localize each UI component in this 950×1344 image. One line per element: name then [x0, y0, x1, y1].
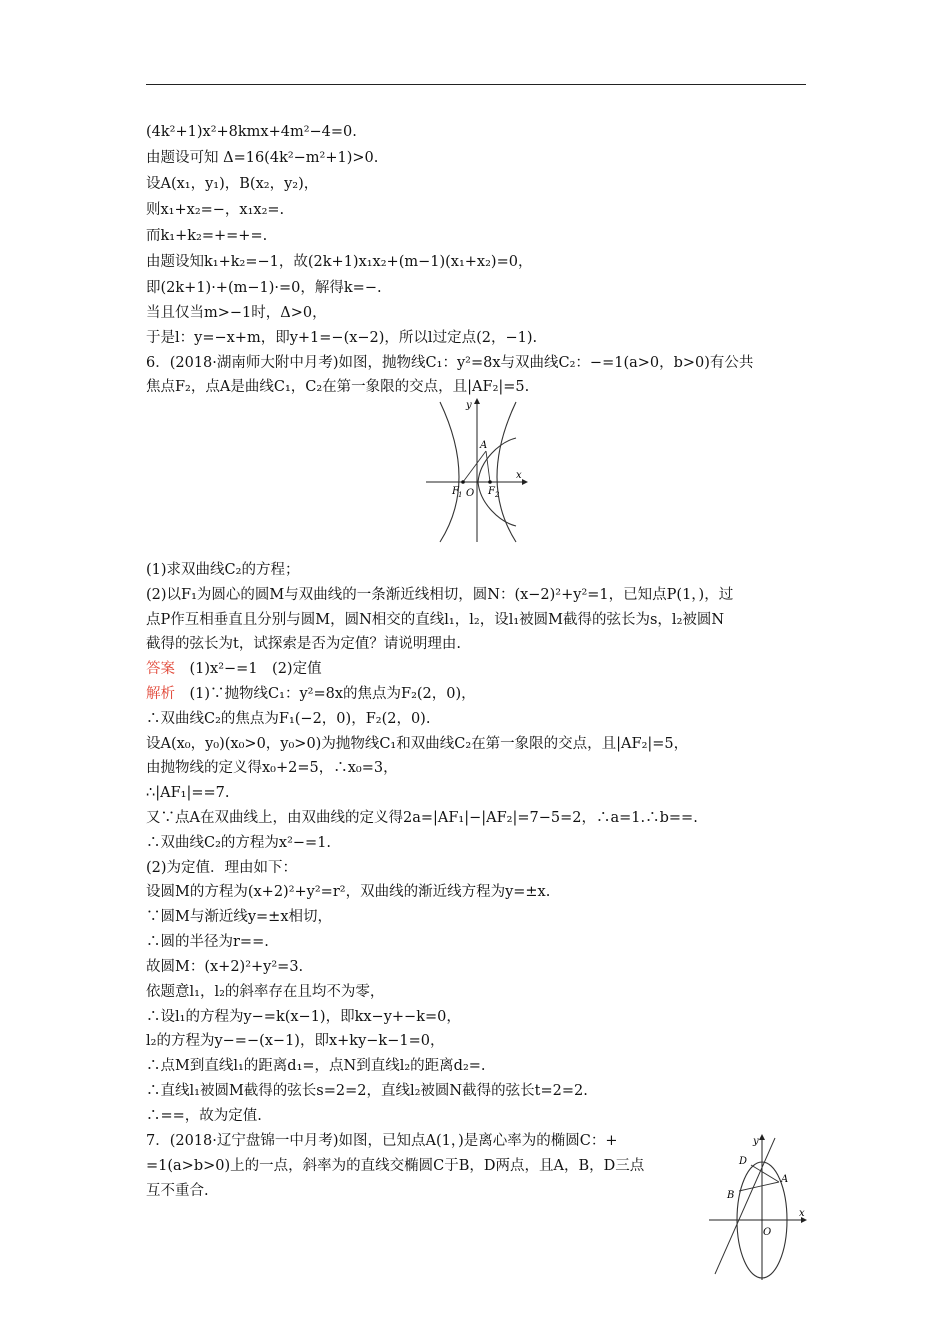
label-f1-sub: 1 [458, 491, 463, 499]
analysis-line: ∴圆的半径为r==. [146, 934, 269, 950]
label-a: A [781, 1174, 789, 1185]
label-o: O [466, 488, 475, 499]
y-axis-arrow [474, 398, 480, 404]
header-rule [146, 84, 806, 85]
analysis-line [146, 684, 476, 704]
analysis-line: ∵圆M与渐近线y=±x相切， [146, 909, 333, 925]
answer-text: (1)x²−=1 (2)定值 [175, 661, 322, 677]
question-part-2: (2)以F₁为圆心的圆M与双曲线的一条渐近线相切，圆N：(x−2)²+y²=1，已知点P(1，)，过 [146, 587, 734, 603]
answer-line [146, 659, 322, 679]
segment-da [751, 1165, 779, 1182]
text-line: (4k²+1)x²+8kmx+4m²−4=0. [146, 124, 357, 140]
question-part-2: 截得的弦长为t，试探索是否为定值？请说明理由. [146, 636, 461, 652]
analysis-line: 故圆M：(x+2)²+y²=3. [146, 959, 304, 975]
label-b: B [727, 1190, 735, 1201]
point-f2 [488, 480, 492, 484]
analysis-line: ∴双曲线C₂的焦点为F₁(−2，0)，F₂(2，0). [146, 711, 431, 727]
y-axis-arrow [759, 1134, 765, 1140]
label-f1: F [452, 486, 459, 497]
hyperbola-left-branch [440, 402, 459, 542]
question-6-text: 6．(2018·湖南师大附中月考)如图，抛物线C₁：y²=8x与双曲线C₂：−=1(a>0，b>0)有公共 [146, 355, 754, 371]
label-o: O [763, 1227, 772, 1238]
question-6-text: 焦点F₂，点A是曲线C₁，C₂在第一象限的交点，且|AF₂|=5. [146, 379, 530, 395]
label-x: x [516, 470, 522, 481]
hyperbola-right-branch [497, 402, 516, 542]
analysis-line: ∴设l₁的方程为y−=k(x−1)，即kx−y+−k=0， [146, 1009, 461, 1025]
text-line: 而k₁+k₂=+=+=. [146, 228, 268, 244]
text-line: 由题设可知 Δ=16(4k²−m²+1)>0. [146, 150, 379, 166]
label-f2: F [488, 486, 495, 497]
analysis-line: 依题意l₁，l₂的斜率存在且均不为零， [146, 984, 385, 1000]
point-f1 [461, 480, 465, 484]
label-a: A [480, 440, 488, 451]
text-line: 即(2k+1)·+(m−1)·=0，解得k=−. [146, 280, 382, 296]
answer-tag: 答案 [146, 661, 175, 677]
label-y: y [753, 1136, 759, 1147]
ellipse-figure [705, 1132, 809, 1282]
text-line: 当且仅当m>−1时，Δ>0， [146, 305, 327, 321]
analysis-line: (2)为定值．理由如下： [146, 860, 298, 876]
question-part-2: 点P作互相垂直且分别与圆M，圆N相交的直线l₁，l₂，设l₁被圆M截得的弦长为s，l₂被圆N [146, 612, 725, 628]
question-7-text: 7．(2018·辽宁盘锦一中月考)如图，已知点A(1，)是离心率为的椭圆C：+ [146, 1133, 618, 1149]
x-axis-arrow [522, 479, 528, 485]
text-line: 则x₁+x₂=−，x₁x₂=. [146, 202, 285, 218]
question-7-text: =1(a>b>0)上的一点，斜率为的直线交椭圆C于B，D两点，且A，B，D三点 [146, 1158, 645, 1174]
text-line: 于是l：y=−x+m，即y+1=−(x−2)，所以l过定点(2，−1). [146, 330, 538, 346]
label-x: x [799, 1208, 805, 1219]
analysis-line: ∴双曲线C₂的方程为x²−=1. [146, 835, 332, 851]
question-7-text: 互不重合. [146, 1183, 209, 1199]
text-line: 设A(x₁，y₁)，B(x₂，y₂)， [146, 176, 319, 192]
analysis-line: 由抛物线的定义得x₀+2=5，∴x₀=3， [146, 760, 398, 776]
analysis-line: ∴直线l₁被圆M截得的弦长s=2=2，直线l₂被圆N截得的弦长t=2=2. [146, 1083, 588, 1099]
analysis-text: (1)∵抛物线C₁：y²=8x的焦点为F₂(2，0)， [175, 686, 476, 702]
analysis-line: l₂的方程为y−=−(x−1)，即x+ky−k−1=0， [146, 1033, 445, 1049]
segment-ba [739, 1182, 779, 1191]
text-line: 由题设知k₁+k₂=−1，故(2k+1)x₁x₂+(m−1)(x₁+x₂)=0， [146, 254, 533, 270]
parabola-hyperbola-figure [418, 396, 530, 546]
analysis-line: 又∵点A在双曲线上，由双曲线的定义得2a=|AF₁|−|AF₂|=7−5=2，∴a=1.∴b==. [146, 810, 698, 826]
analysis-tag: 解析 [146, 686, 175, 702]
analysis-line: 设A(x₀，y₀)(x₀>0，y₀>0)为抛物线C₁和双曲线C₂在第一象限的交点，且|AF₂|=5， [146, 736, 689, 752]
analysis-line: ∴==，故为定值. [146, 1108, 262, 1124]
analysis-line: 设圆M的方程为(x+2)²+y²=r²，双曲线的渐近线方程为y=±x. [146, 884, 551, 900]
analysis-line: ∴点M到直线l₁的距离d₁=，点N到直线l₂的距离d₂=. [146, 1058, 486, 1074]
analysis-line: ∴|AF₁|==7. [146, 785, 230, 801]
label-d: D [739, 1156, 748, 1167]
question-part-1: (1)求双曲线C₂的方程； [146, 562, 300, 578]
label-y: y [466, 400, 472, 411]
label-f2-sub: 2 [495, 491, 500, 499]
